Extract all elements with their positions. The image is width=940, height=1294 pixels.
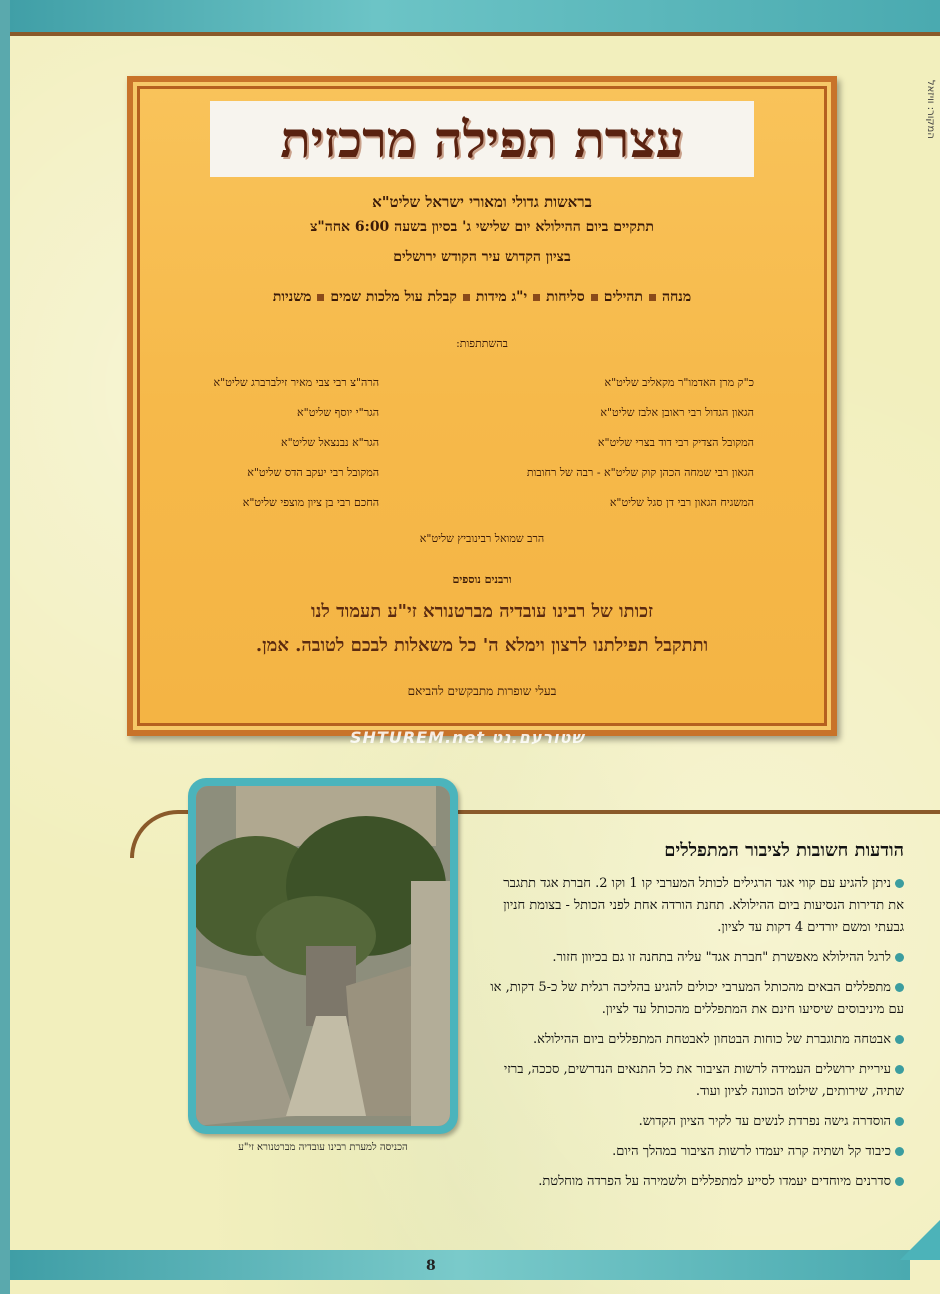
participation-label: בהשתתפות: [456, 337, 508, 350]
rabbi-name: הגר"י יוסף שליט"א [297, 405, 380, 419]
notice-text: הוסדרה גישה נפרדת לנשים עד לקיר הציון הקדוש. [638, 1114, 891, 1129]
bullet-icon [895, 983, 904, 992]
notice-text: לרגל ההילולא מאפשרת "חברת אגד" עליה בתחנה זו גם בכיוון חזור. [552, 950, 891, 965]
page-number: 8 [426, 1258, 436, 1274]
event-flyer [127, 76, 837, 736]
rabbi-name: המקובל הצדיק רבי דוד בצרי שליט"א [597, 435, 754, 449]
notice-text: אבטחה מתוגברת של כוחות הבטחון לאבטחת המתפללים ביום ההילולא. [533, 1032, 891, 1047]
bullet-icon [895, 1065, 904, 1074]
top-band [0, 0, 940, 32]
rabbi-name: הגאון רבי שמחה הכהן קוק שליט"א - רבה של רחובות [526, 465, 754, 479]
notice-item [484, 947, 904, 969]
rabbi-name: החכם רבי בן ציון מוצפי שליט"א [242, 495, 380, 509]
prayer-item: משניות [272, 289, 312, 305]
merit-line-1: זכותו של רבינו עובדיה מברטנורא זי"ע תעמוד לנו [310, 601, 654, 622]
notice-text: מתפללים הבאים מהכותל המערבי יכולים להגיע בהליכה רגלית של כ-5 דקות, או עם מיניבוסים שיסיעו חינם את המתפללים מהכותל עד לציון. [490, 980, 904, 1017]
left-band [0, 0, 10, 1294]
photo-frame [188, 778, 458, 1134]
notice-text: כיבוד קל ושתיה קרה יעמדו לרשות הציבור במהלך היום. [612, 1144, 891, 1159]
bullet-icon [895, 953, 904, 962]
photo-illustration [196, 786, 450, 1126]
separator-icon [591, 294, 598, 301]
bullet-icon [895, 1177, 904, 1186]
notices-heading: הודעות חשובות לציבור המתפללים [664, 840, 904, 861]
notice-item [484, 1029, 904, 1051]
photo-caption: הכניסה למערת רבינו עובדיה מברטנורא זי"ע [238, 1142, 408, 1153]
flyer-title: עצרת תפילה מרכזית [280, 109, 684, 169]
separator-icon [533, 294, 540, 301]
bullet-icon [895, 879, 904, 888]
bottom-band [10, 1250, 910, 1280]
rabbi-name: המשגיח הגאון רבי דן סגל שליט"א [609, 495, 754, 509]
prayer-item: תהילים [603, 289, 643, 305]
bullet-icon [895, 1147, 904, 1156]
top-rule [10, 32, 940, 36]
notice-text: ניתן להגיע עם קווי אגד הרגילים לכותל המערבי קו 1 וקו 2. חברת אגד תתגבר את תדירות הנסיעות ביום ההילולא. תחנת הורדה אחת לפני הכותל - בצומת חניון גבעתי ומשם יורדים 4 דקות עד לציון. [503, 876, 904, 935]
notice-item [484, 1171, 904, 1193]
watermark: SHTUREM.net שטורעם.נט [350, 728, 585, 747]
separator-icon [463, 294, 470, 301]
notice-item [484, 1059, 904, 1103]
notice-item [484, 1111, 904, 1133]
bullet-icon [895, 1117, 904, 1126]
rabbi-name: הגאון הגדול רבי ראובן אלבז שליט"א [600, 405, 754, 419]
prayer-list [150, 289, 814, 306]
flyer-line-leadership: בראשות גדולי ומאורי ישראל שליט"א [372, 193, 592, 211]
notice-item [484, 1141, 904, 1163]
cave-entrance-photo [196, 786, 450, 1126]
rabbi-name-center: הרב שמואל רבינוביץ שליט"א [419, 532, 545, 545]
prayer-item: מנחה [661, 289, 692, 305]
separator-icon [649, 294, 656, 301]
rabbi-name: הרה"צ רבי צבי מאיר זילברברג שליט"א [213, 375, 380, 389]
flyer-line-location: בציון הקדוש עיר הקודש ירושלים [393, 249, 571, 265]
rabbi-name: כ"ק מרן האדמו"ר מקאליב שליט"א [604, 375, 754, 389]
prayer-item: קבלת עול מלכות שמים [330, 289, 457, 305]
notice-text: סדרנים מיוחדים יעמדו לסייע למתפללים ולשמירה על הפרדה מוחלטת. [538, 1174, 891, 1189]
flyer-title-box [210, 101, 754, 177]
bullet-icon [895, 1035, 904, 1044]
notices-section [484, 840, 904, 1201]
flyer-line-time: תתקיים ביום ההילולא יום שלישי ג' בסיון בשעה 6:00 אחה"צ [310, 219, 654, 235]
rabbi-name: הגר"א נבנצאל שליט"א [281, 435, 380, 449]
side-credit: המקור: וויזאל [925, 80, 936, 139]
merit-line-2: ותתקבל תפילתנו לרצון וימלא ה' כל משאלות לבכם לטובה. אמן. [255, 635, 709, 656]
prayer-item: סליחות [546, 289, 585, 305]
rabbi-list [160, 367, 804, 517]
rabbi-name: המקובל רבי יעקב הדס שליט"א [247, 465, 380, 479]
notice-text: עיריית ירושלים העמידה לרשות הציבור את כל התנאים הנדרשים, סככה, ברזי שתיה, שירותים, שילוט הכוונה לציון ועוד. [503, 1062, 904, 1099]
shofar-note: בעלי שופרות מתבקשים להביאם [407, 684, 557, 698]
separator-icon [317, 294, 324, 301]
more-rabbis: ורבנים נוספים [452, 573, 512, 586]
page-corner [900, 1220, 940, 1260]
notice-item [484, 873, 904, 939]
notice-item [484, 977, 904, 1021]
prayer-item: י"ג מידות [475, 289, 528, 305]
